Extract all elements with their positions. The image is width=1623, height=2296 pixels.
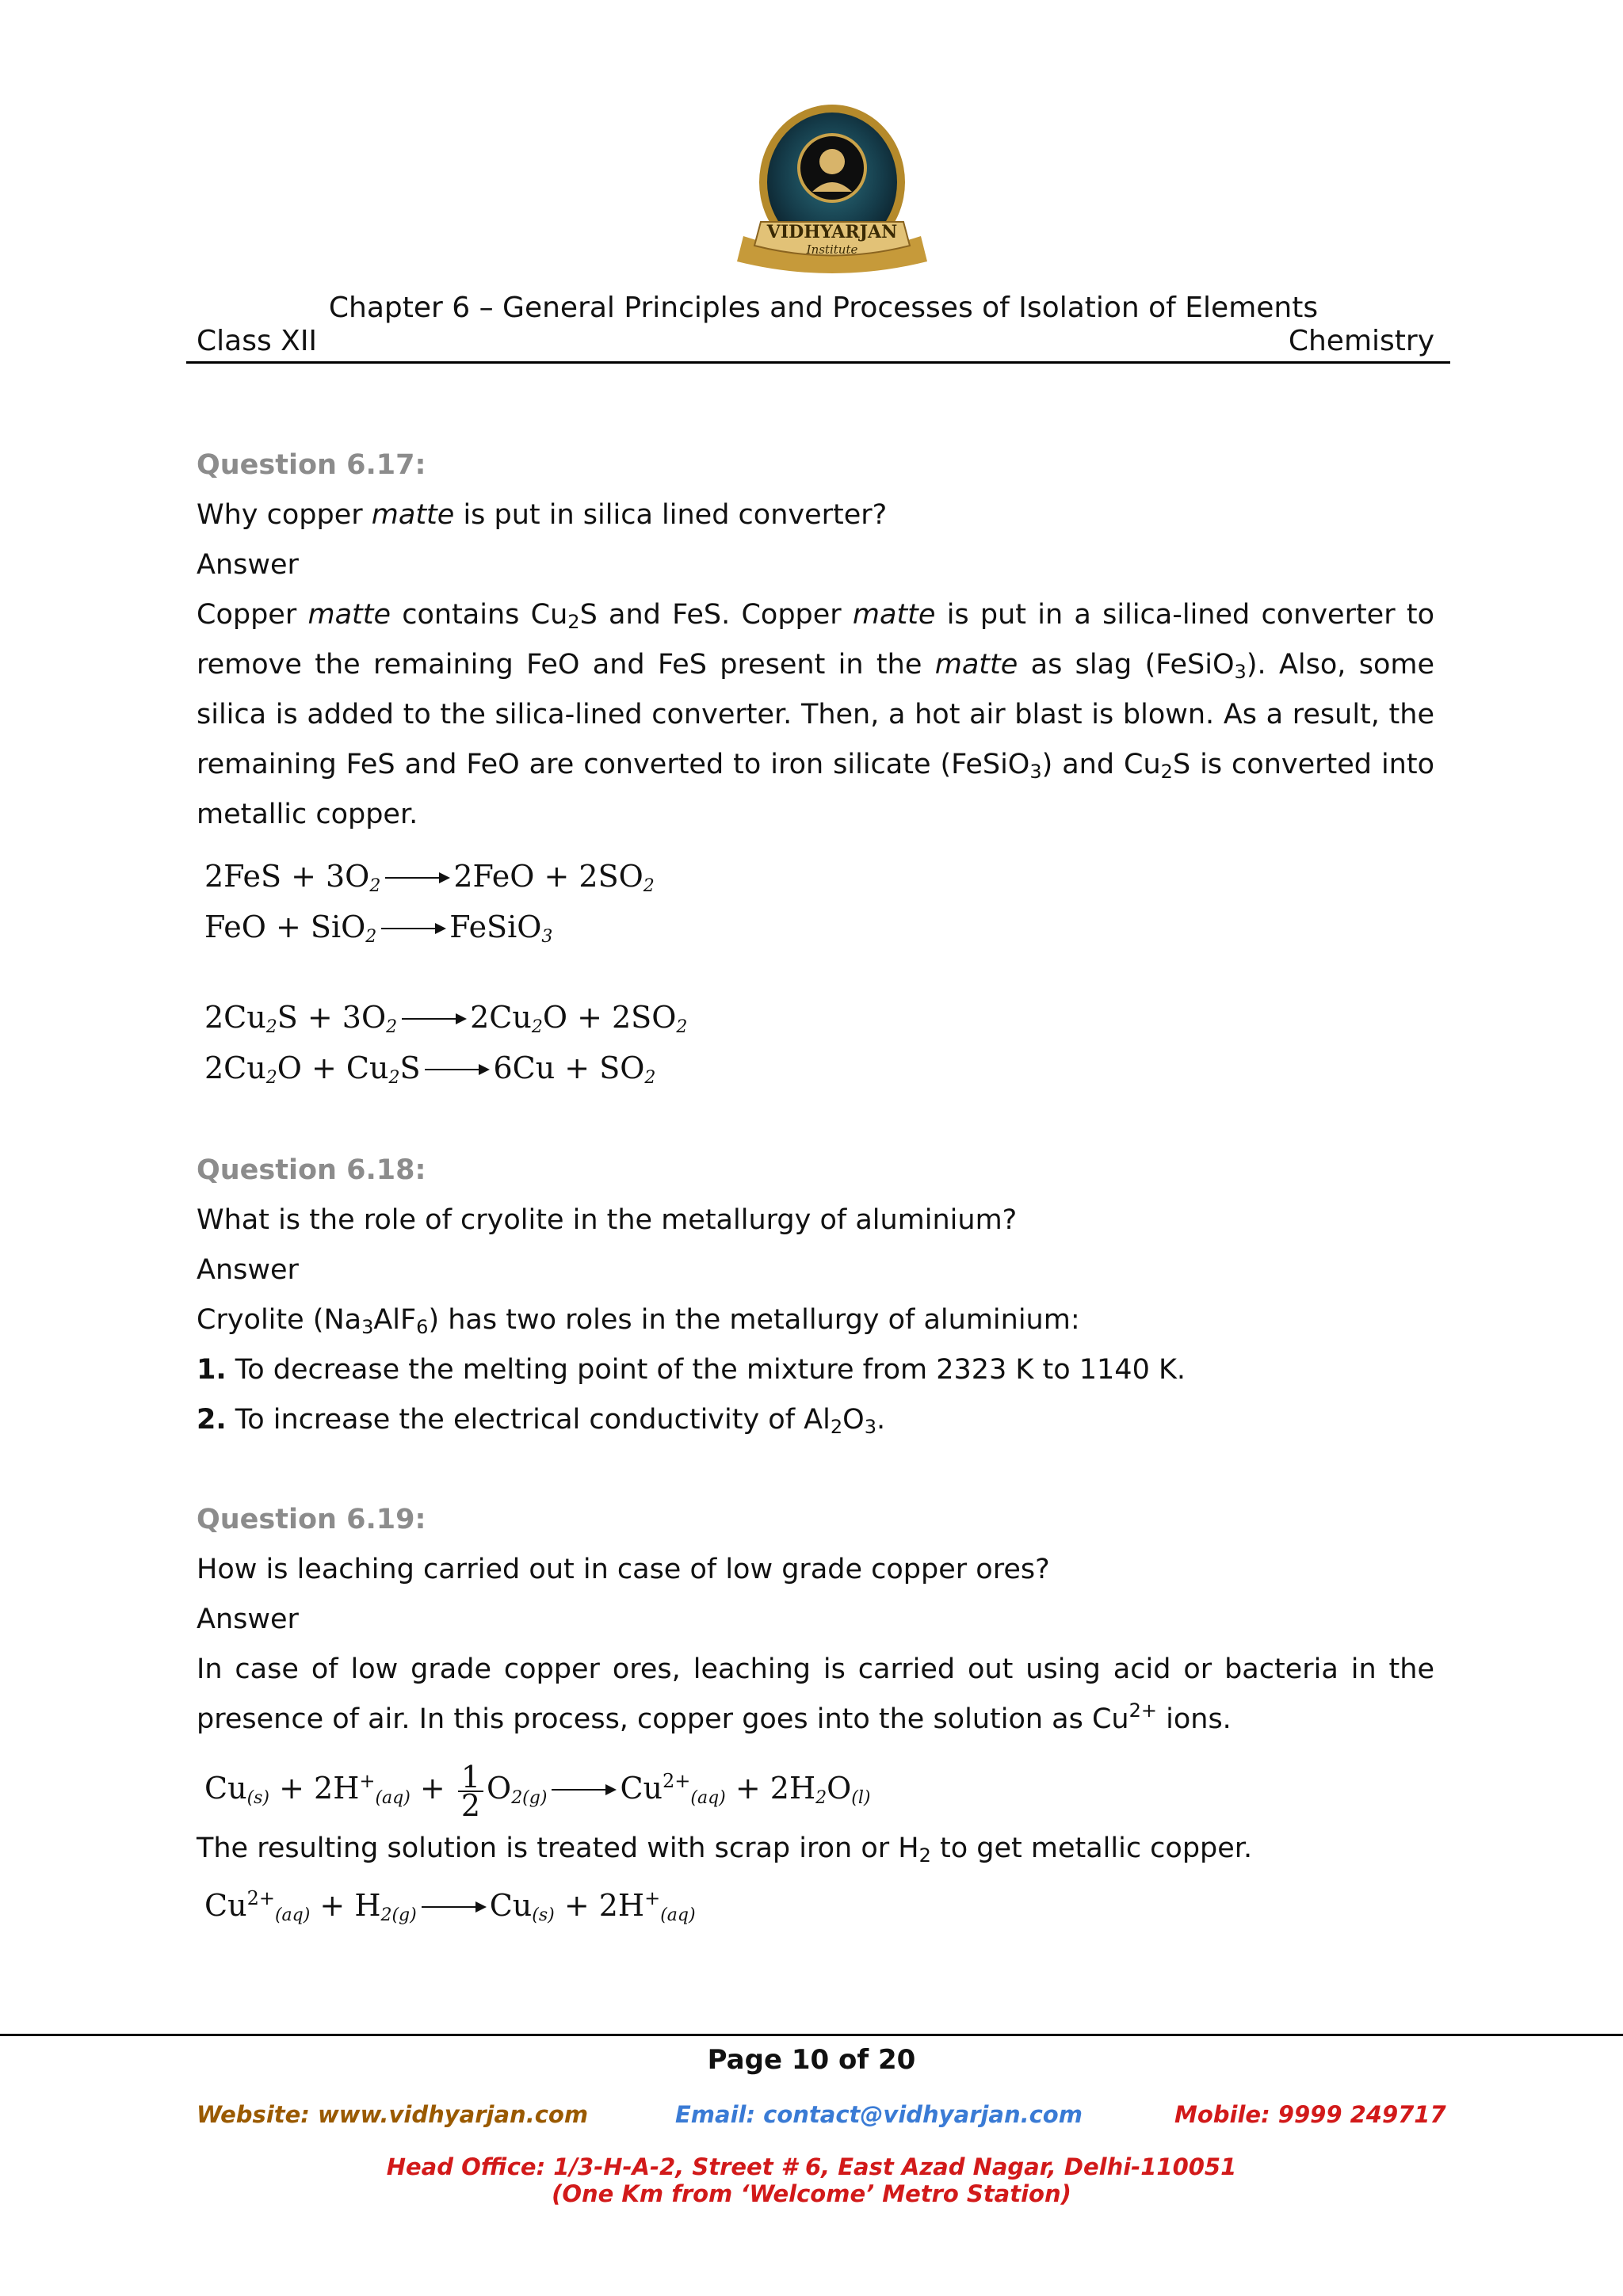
answer-label: Answer <box>197 549 299 581</box>
question-6-19-title: Question 6.19: <box>197 1504 426 1535</box>
chapter-title: Chapter 6 – General Principles and Processes of Isolation of Elements <box>328 292 1319 324</box>
equation-1: $2FeS + 3O_2$ $2FeO + 2SO_2$ <box>204 859 655 896</box>
svg-text:Institute: Institute <box>806 242 858 257</box>
footer-address-note: (One Km from ‘Welcome’ Metro Station) <box>552 2180 1071 2207</box>
answer-6-18-point-2: 2. To increase the electrical conductivity of $Al_2O_3$. <box>197 1404 886 1438</box>
question-6-19-text: How is leaching carried out in case of low grade copper ores? <box>197 1554 1050 1585</box>
equation-4: $2Cu_2O + Cu_2S$ $6Cu + SO_2$ <box>204 1051 656 1088</box>
answer-6-19-followup: The resulting solution is treated with scrap iron or $H_2$ to get metallic copper. <box>197 1833 1253 1867</box>
question-6-18-text: What is the role of cryolite in the metallurgy of aluminium? <box>197 1204 1018 1236</box>
answer-6-18-text: Cryolite $(Na_3AlF_6)$ has two roles in the metallurgy of aluminium: <box>197 1304 1080 1338</box>
equation-3: $2Cu_2S + 3O_2$ $2Cu_2O + 2SO_2$ <box>204 1000 688 1037</box>
equation-5: $Cu_{(s)} + 2H^+_{(aq)}$ + $\frac{1}{2}$ $O_{2(g)}$ $Cu^{2+}_{(aq)} + 2H_2O_{(l)}$ <box>204 1759 871 1823</box>
answer-6-18-point-1: 1. To decrease the melting point of the mixture from 2323 K to 1140 K. <box>197 1354 1186 1386</box>
answer-6-17-text: Copper matte contains $Cu_2S$ and FeS. Copper matte is put in a silica-lined converter to remove the remaining FeO and FeS present in the matte as slag (FeSiO$_3$). Also, some silica is added to the silica-lined converter. Then, a hot air blast is blown. As a result, the remaining FeS and FeO are converted to iron silicate (FeSiO$_3$) and $Cu_2S$ is converted into metallic copper. <box>197 599 1435 830</box>
footer-mobile: Mobile: 9999 249717 <box>1174 2101 1446 2128</box>
question-6-17-title: Question 6.17: <box>197 449 426 481</box>
svg-text:VIDHYARJAN: VIDHYARJAN <box>766 222 898 242</box>
answer-label: Answer <box>197 1254 299 1286</box>
answer-6-19-text: In case of low grade copper ores, leaching is carried out using acid or bacteria in the presence of air. In this process, copper goes into the solution as $Cu^{2+}$ ions. <box>197 1653 1434 1735</box>
equation-6: $Cu^{2+}_{(aq)} + H_{2(g)}$ $Cu_{(s)} + 2H^+_{(aq)}$ <box>204 1887 696 1925</box>
page-content <box>197 441 1434 1937</box>
header-divider <box>186 361 1450 364</box>
question-6-17-text: Why copper matte is put in silica lined converter? <box>197 499 888 531</box>
footer-address: Head Office: 1/3-H-A-2, Street # 6, East Azad Nagar, Delhi-110051 <box>386 2153 1237 2180</box>
equation-2: FeO + SiO$_2$ FeSiO$_3$ <box>204 910 553 947</box>
class-label: Class XII <box>197 325 318 357</box>
footer-email: Email: contact@vidhyarjan.com <box>675 2101 1083 2128</box>
institute-logo <box>729 103 935 285</box>
footer-website: Website: www.vidhyarjan.com <box>197 2101 589 2128</box>
page-number: Page 10 of 20 <box>707 2044 916 2076</box>
subject-label: Chemistry <box>1288 325 1434 357</box>
footer-divider <box>0 2034 1623 2036</box>
answer-label: Answer <box>197 1604 299 1635</box>
question-6-18-title: Question 6.18: <box>197 1154 426 1186</box>
